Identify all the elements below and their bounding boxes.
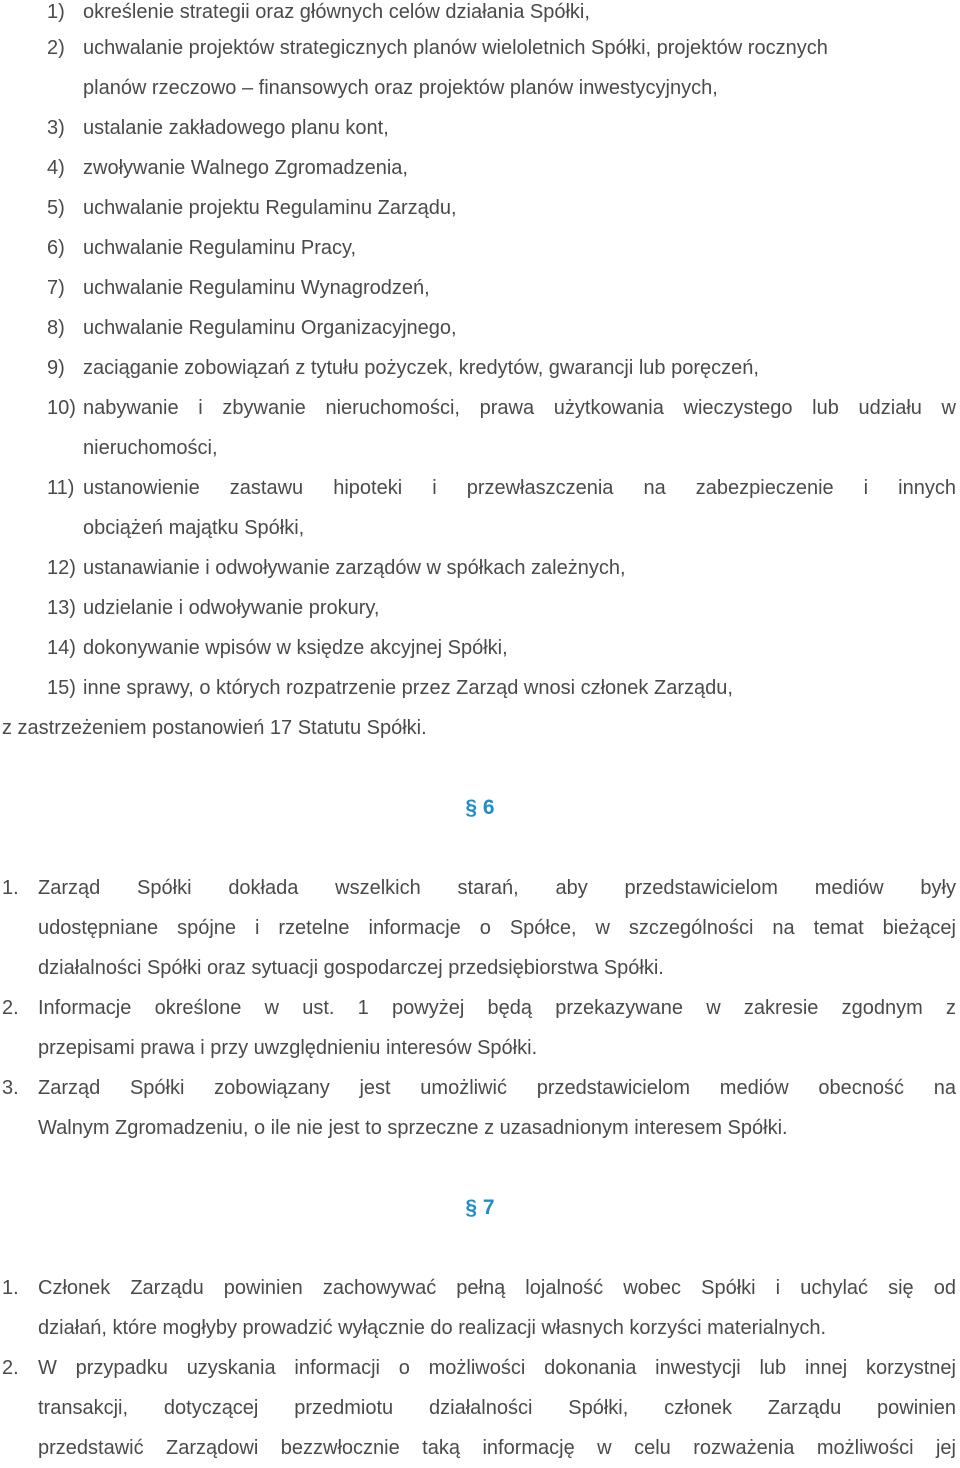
list-item-text: uchwalanie Regulaminu Organizacyjnego, (83, 317, 457, 339)
list-item-number: 9) (47, 357, 65, 379)
list-item-number: 8) (47, 317, 65, 339)
section-heading-7 (0, 1188, 960, 1228)
section-sign-icon: § (465, 1196, 478, 1219)
section-number: 7 (477, 1196, 495, 1219)
paragraph-text: Informacje określone w ust. 1 powyżej będą przekazywane w zakresie zgodnym z (38, 997, 956, 1019)
paragraph-number: 3. (2, 1077, 19, 1099)
list-item-number: 11) (47, 477, 75, 499)
list-item-text: nieruchomości, (83, 437, 218, 459)
list-item-number: 10) (47, 397, 76, 419)
list-item-text: udzielanie i odwoływanie prokury, (83, 597, 380, 619)
list-item-number: 4) (47, 157, 65, 179)
list-item-number: 12) (47, 557, 76, 579)
list-item-number: 1) (47, 1, 65, 23)
list-item-number: 7) (47, 277, 65, 299)
paragraph-text: transakcji, dotyczącej przedmiotu działalności Spółki, członek Zarządu powinien (38, 1397, 956, 1419)
list-item-number: 14) (47, 637, 76, 659)
list-item-text: ustanowienie zastawu hipoteki i przewłaszczenia na zabezpieczenie i innych (83, 477, 956, 499)
list-item-text: inne sprawy, o których rozpatrzenie przez Zarząd wnosi członek Zarządu, (83, 677, 733, 699)
list-item-text: nabywanie i zbywanie nieruchomości, prawa użytkowania wieczystego lub udziału w (83, 397, 956, 419)
list-item-text: uchwalanie Regulaminu Wynagrodzeń, (83, 277, 430, 299)
paragraph-number: 1. (2, 877, 19, 899)
list-closing-text: z zastrzeżeniem postanowień 17 Statutu Spółki. (2, 717, 427, 739)
paragraph-text: działań, które mogłyby prowadzić wyłącznie do realizacji własnych korzyści materialnych. (38, 1317, 827, 1339)
list-item-number: 3) (47, 117, 65, 139)
paragraph-text: Walnym Zgromadzeniu, o ile nie jest to sprzeczne z uzasadnionym interesem Spółki. (38, 1117, 788, 1139)
list-item-number: 15) (47, 677, 76, 699)
paragraph-text: działalności Spółki oraz sytuacji gospodarczej przedsiębiorstwa Spółki. (38, 957, 664, 979)
paragraph-text: Członek Zarządu powinien zachowywać pełną lojalność wobec Spółki i uchylać się od (38, 1277, 956, 1299)
paragraph-text: W przypadku uzyskania informacji o możliwości dokonania inwestycji lub innej korzystnej (38, 1357, 956, 1379)
list-item-text: uchwalanie Regulaminu Pracy, (83, 237, 357, 259)
list-item-text: ustalanie zakładowego planu kont, (83, 117, 389, 139)
list-item-text: uchwalanie projektu Regulaminu Zarządu, (83, 197, 457, 219)
paragraph-number: 1. (2, 1277, 19, 1299)
list-item-text: zwoływanie Walnego Zgromadzenia, (83, 157, 408, 179)
paragraph-text: przepisami prawa i przy uwzględnieniu interesów Spółki. (38, 1037, 538, 1059)
list-item-number: 2) (47, 37, 65, 59)
list-item-text: obciążeń majątku Spółki, (83, 517, 305, 539)
paragraph-number: 2. (2, 997, 19, 1019)
list-item-text: zaciąganie zobowiązań z tytułu pożyczek, kredytów, gwarancji lub poręczeń, (83, 357, 759, 379)
paragraph-text: udostępniane spójne i rzetelne informacje o Spółce, w szczególności na temat bieżącej (38, 917, 956, 939)
list-item-text: dokonywanie wpisów w księdze akcyjnej Spółki, (83, 637, 508, 659)
list-item-number: 5) (47, 197, 65, 219)
paragraph-number: 2. (2, 1357, 19, 1379)
list-item-text: planów rzeczowo – finansowych oraz projektów planów inwestycyjnych, (83, 77, 718, 99)
section-heading-6 (0, 788, 960, 828)
paragraph-text: przedstawić Zarządowi bezzwłocznie taką informację w celu rozważenia możliwości jej (38, 1437, 956, 1459)
list-item-text: uchwalanie projektów strategicznych planów wieloletnich Spółki, projektów rocznych (83, 37, 828, 59)
section-sign-icon: § (465, 796, 478, 819)
list-item-text: ustanawianie i odwoływanie zarządów w spółkach zależnych, (83, 557, 626, 579)
list-item-number: 6) (47, 237, 65, 259)
list-item-number: 13) (47, 597, 76, 619)
list-item-text: określenie strategii oraz głównych celów działania Spółki, (83, 1, 590, 23)
paragraph-text: Zarząd Spółki dokłada wszelkich starań, aby przedstawicielom mediów były (38, 877, 956, 899)
section-number: 6 (477, 796, 495, 819)
paragraph-text: Zarząd Spółki zobowiązany jest umożliwić przedstawicielom mediów obecność na (38, 1077, 956, 1099)
